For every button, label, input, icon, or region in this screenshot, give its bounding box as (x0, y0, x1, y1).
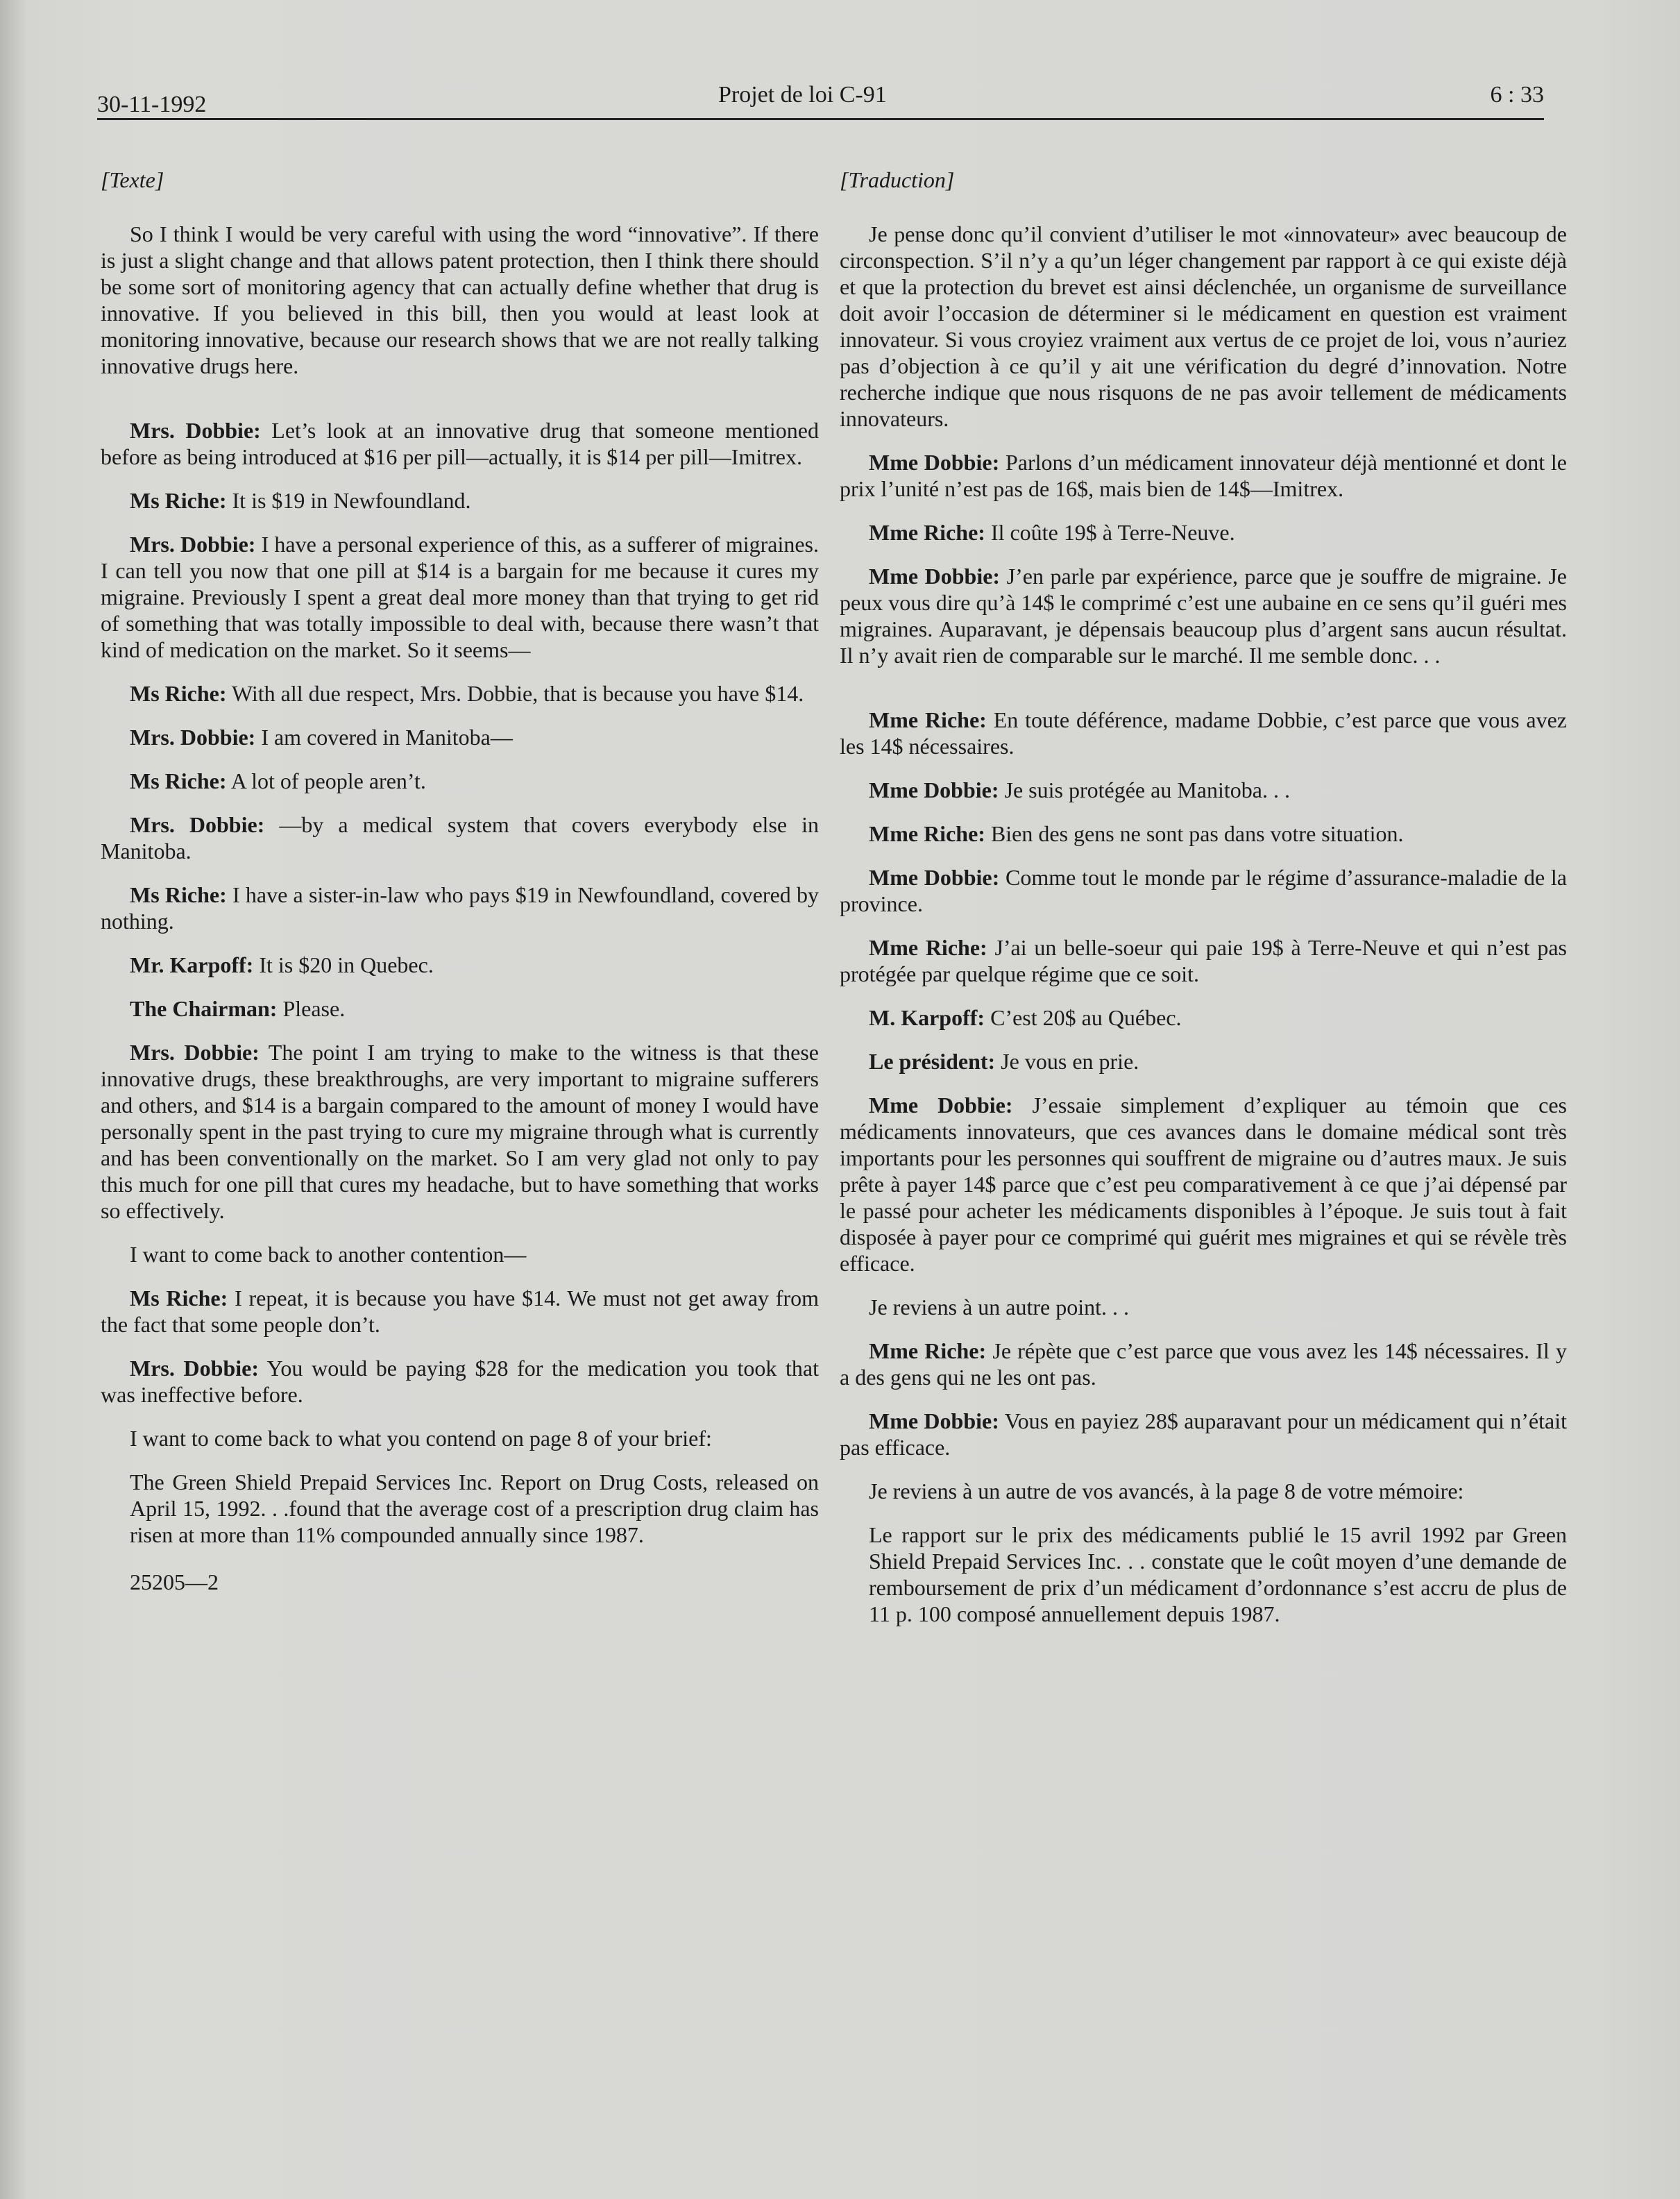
speaker-name: Mrs. Dobbie: (130, 1356, 259, 1381)
speaker-name: Ms Riche: (130, 1286, 228, 1311)
speech-text: Je suis protégée au Manitoba. . . (999, 777, 1290, 802)
paragraph (840, 563, 1567, 668)
paragraph (101, 1039, 819, 1224)
paragraph (101, 1285, 819, 1338)
speech-text: I am covered in Manitoba— (255, 725, 513, 750)
paragraph (840, 820, 1567, 847)
paragraph (840, 1338, 1567, 1390)
speaker-name: Mme Riche: (869, 821, 985, 846)
speaker-name: Ms Riche: (130, 488, 227, 513)
speech-text: Je reviens à un autre point. . . (869, 1295, 1129, 1320)
paragraph (101, 952, 819, 978)
print-code: 25205—2 (130, 1569, 219, 1594)
speech-text: Il coûte 19$ à Terre-Neuve. (985, 520, 1235, 545)
speech-text: A lot of people aren’t. (226, 768, 426, 793)
paragraph (101, 811, 819, 864)
speaker-name: Mme Dobbie: (869, 564, 1001, 589)
speech-text: Parlons d’un médicament innovateur déjà mentionné et dont le prix l’unité n’est pas de 16$, mais bien de 14$—Imitrex. (840, 450, 1568, 501)
right-column (840, 167, 1567, 1644)
speech-text: Bien des gens ne sont pas dans votre situation. (985, 821, 1404, 846)
speaker-name: Mr. Karpoff: (130, 952, 254, 977)
speech-text: Je vous en prie. (995, 1049, 1139, 1074)
speech-text: —by a medical system that covers everybody else in Manitoba. (101, 812, 820, 863)
paragraph (101, 882, 819, 934)
speech-text: It is $20 in Quebec. (253, 952, 434, 977)
paragraph (840, 519, 1567, 546)
header-title: Projet de loi C-91 (718, 82, 887, 108)
speech-text: I want to come back to what you contend on page 8 of your brief: (130, 1426, 712, 1451)
speaker-name: Mrs. Dobbie: (130, 532, 256, 557)
speech-text: Comme tout le monde par le régime d’assurance-maladie de la province. (840, 865, 1568, 916)
block-quote: Le rapport sur le prix des médicaments publié le 15 avril 1992 par Green Shield Prepaid Services Inc. . . constate que le coût moyen d’une demande de remboursement de prix d’un médicament d’ordonnance s’est accru de plus de 11 p. 100 composé annuellement depuis 1987. (869, 1522, 1567, 1626)
speaker-name: Ms Riche: (130, 681, 227, 706)
speaker-name: Mme Riche: (869, 707, 987, 732)
paragraph (840, 1004, 1567, 1031)
speaker-name: Mrs. Dobbie: (130, 725, 256, 750)
paragraph (840, 1092, 1567, 1277)
speaker-name: Ms Riche: (130, 882, 227, 907)
paragraph (101, 680, 819, 707)
speech-text: So I think I would be very careful with using the word “innovative”. If there is just a slight change and that allows patent protection, then I think there should be some sort of monitoring agency that can actually define whether that drug is innovative. If you believed in this bill, then you would at least look at monitoring innovative, because our research shows that we are not really talking innovative drugs here. (101, 221, 819, 378)
header-date: 30-11-1992 (97, 92, 207, 117)
paragraph (840, 221, 1567, 432)
paragraph (840, 1478, 1567, 1504)
speech-text: Je reviens à un autre de vos avancés, à la page 8 de votre mémoire: (869, 1478, 1464, 1503)
speech-text: Please. (277, 996, 346, 1021)
paragraph (840, 934, 1567, 987)
header-page-number: 6 : 33 (1490, 82, 1544, 108)
speaker-name: Mme Dobbie: (869, 1093, 1013, 1118)
paragraph (101, 417, 819, 470)
paragraph (840, 707, 1567, 759)
paragraph (840, 1048, 1567, 1075)
speech-text: I repeat, it is because you have $14. We must not get away from the fact that some people don’t. (101, 1286, 820, 1337)
column-tag: [Traduction] (840, 167, 955, 192)
speech-text: It is $19 in Newfoundland. (226, 488, 471, 513)
speech-text: J’essaie simplement d’expliquer au témoin que ces médicaments innovateurs, que ces avances dans le domaine médical sont très importants pour les personnes qui souffrent de migraine ou d’autres maux. Je suis prête à payer 14$ parce que c’est peu comparativement à ce que j’ai dépensé par le passé pour acheter les médicaments disponibles à l’époque. Je suis tout à fait disposée à payer pour ce comprimé qui guérit mes migraines et qui se révèle très efficace. (840, 1093, 1568, 1276)
speaker-name: Mme Riche: (869, 1338, 987, 1363)
page-header (97, 82, 1544, 121)
speaker-name: Mme Dobbie: (869, 450, 1000, 475)
paragraph (101, 724, 819, 750)
speech-text: J’en parle par expérience, parce que je souffre de migraine. Je peux vous dire qu’à 14$ le comprimé c’est une aubaine en ce sens qu’il guéri mes migraines. Auparavant, je dépensais beaucoup plus d’argent sans aucun résultat. Il n’y avait rien de comparable sur le marché. Il me semble donc. . . (840, 564, 1568, 668)
speech-text: I want to come back to another contention— (130, 1242, 527, 1267)
speaker-name: The Chairman: (130, 996, 278, 1021)
speaker-name: Mrs. Dobbie: (130, 1040, 260, 1065)
paragraph (840, 864, 1567, 917)
paragraph (101, 1355, 819, 1408)
paragraph (101, 1425, 819, 1451)
paragraph (101, 995, 819, 1022)
left-column (101, 167, 819, 1595)
speaker-name: Mme Dobbie: (869, 865, 1000, 890)
speaker-name: Le président: (869, 1049, 996, 1074)
speech-text: J’ai un belle-soeur qui paie 19$ à Terre-Neuve et qui n’est pas protégée par quelque régime que ce soit. (840, 935, 1568, 986)
paragraph (101, 768, 819, 794)
speaker-name: Mme Dobbie: (869, 1408, 999, 1433)
speaker-name: Ms Riche: (130, 768, 227, 793)
speaker-name: Mme Riche: (869, 520, 985, 545)
header-rule (97, 118, 1544, 120)
speech-text: Vous en payiez 28$ auparavant pour un médicament qui n’était pas efficace. (840, 1408, 1568, 1460)
speech-text: Je pense donc qu’il convient d’utiliser le mot «innovateur» avec beaucoup de circonspection. S’il n’y a qu’un léger changement par rapport à ce qui existe déjà et que la protection du brevet est ainsi déclenchée, un organisme de surveillance doit avoir l’occasion de déterminer si le médicament en question est vraiment innovateur. Si vous croyiez vraiment aux vertus de ce projet de loi, vous n’auriez pas d’objection à ce qu’il y ait une vérification du degré d’innovation. Notre recherche indique que nous risquons de ne pas avoir tellement de médicaments innovateurs. (840, 221, 1567, 431)
speaker-name: M. Karpoff: (869, 1005, 985, 1030)
paragraph (840, 777, 1567, 803)
speech-text: The point I am trying to make to the witness is that these innovative drugs, these breakthroughs, are very important to migraine sufferers and others, and $14 is a bargain compared to the amount of money I would have personally spent in the past trying to cure my migraine through what is currently and has been conventionally on the market. So I am very glad not only to pay this much for one pill that cures my headache, but to have something that works so effectively. (101, 1040, 820, 1223)
paragraph (840, 449, 1567, 502)
paragraph (101, 487, 819, 514)
paragraph (840, 1294, 1567, 1320)
speech-text: En toute déférence, madame Dobbie, c’est parce que vous avez les 14$ nécessaires. (840, 707, 1568, 759)
speech-text: C’est 20$ au Québec. (985, 1005, 1182, 1030)
paragraph (101, 531, 819, 663)
paragraph (840, 1408, 1567, 1460)
block-quote: The Green Shield Prepaid Services Inc. Report on Drug Costs, released on April 15, 1992. . .found that the average cost of a prescription drug claim has risen at more than 11% compounded annually since 1987. (130, 1469, 819, 1547)
speaker-name: Mrs. Dobbie: (130, 812, 265, 837)
speech-text: With all due respect, Mrs. Dobbie, that is because you have $14. (226, 681, 804, 706)
speech-text: I have a personal experience of this, as a sufferer of migraines. I can tell you now that one pill at $14 is a bargain for me because it cures my migraine. Previously I spent a great deal more money than that trying to get rid of something that was totally impossible to deal with, because there wasn’t that kind of medication on the market. So it seems— (101, 532, 820, 662)
speaker-name: Mme Dobbie: (869, 777, 999, 802)
speaker-name: Mme Riche: (869, 935, 987, 960)
speech-text: You would be paying $28 for the medication you took that was ineffective before. (101, 1356, 820, 1407)
column-tag: [Texte] (101, 167, 164, 192)
paragraph (101, 221, 819, 379)
speech-text: I have a sister-in-law who pays $19 in Newfoundland, covered by nothing. (101, 882, 819, 934)
speech-text: Je répète que c’est parce que vous avez les 14$ nécessaires. Il y a des gens qui ne les ont pas. (840, 1338, 1568, 1390)
speech-text: Let’s look at an innovative drug that someone mentioned before as being introduced at $16 per pill—actually, it is $14 per pill—Imitrex. (101, 418, 820, 469)
speaker-name: Mrs. Dobbie: (130, 418, 261, 443)
paragraph (101, 1241, 819, 1267)
